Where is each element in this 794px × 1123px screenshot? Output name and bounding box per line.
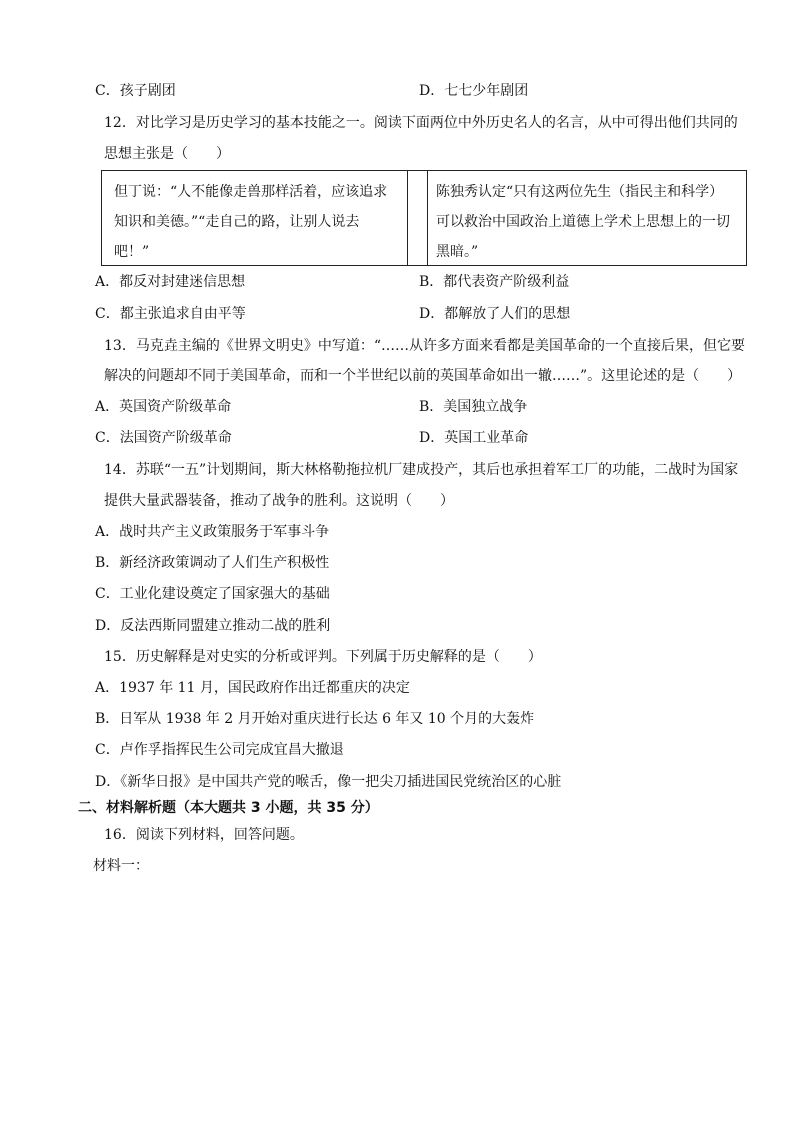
q15-stem: 15．历史解释是对史实的分析或评判。下列属于历史解释的是（ ） [104, 649, 542, 665]
dante-quote-line: 但丁说：“人不能像走兽那样活着，应该追求 [114, 184, 388, 200]
dante-quote-line: 吧！” [114, 244, 150, 260]
q13-option-a: A．英国资产阶级革命 [95, 399, 232, 415]
q14-option-b: B．新经济政策调动了人们生产积极性 [95, 555, 330, 571]
dante-quote [114, 177, 402, 267]
q14-option-c: C．工业化建设奠定了国家强大的基础 [95, 586, 330, 602]
section-heading: 二、材料解析题（本大题共 3 小题，共 35 分） [78, 800, 379, 816]
q13-option-d: D．英国工业革命 [419, 430, 529, 446]
chen-quote-line: 可以救治中国政治上道德上学术上思想上的一切 [436, 214, 730, 230]
q12-option-c: C．都主张追求自由平等 [95, 306, 246, 322]
q13-stem-line1: 13．马克垚主编的《世界文明史》中写道：“……从许多方面来看都是美国革命的一个直接后果，但它要 [104, 338, 745, 354]
chen-quote-line: 黑暗。” [436, 244, 479, 260]
q15-option-d: D．《新华日报》是中国共产党的喉舌，像一把尖刀插进国民党统治区的心脏 [95, 774, 562, 790]
q12-stem-line1: 12．对比学习是历史学习的基本技能之一。阅读下面两位中外历史名人的名言，从中可得出他们共同的 [104, 115, 738, 131]
table-divider [407, 171, 408, 265]
q12-stem-line2: 思想主张是（ ） [104, 146, 230, 162]
q16-stem: 16．阅读下列材料，回答问题。 [104, 827, 304, 843]
q11-option-d: D．七七少年剧团 [419, 83, 529, 99]
q12-option-d: D．都解放了人们的思想 [419, 306, 571, 322]
q11-option-c: C．孩子剧团 [95, 83, 176, 99]
table-divider [427, 171, 428, 265]
q12-option-a: A．都反对封建迷信思想 [95, 274, 246, 290]
q12-option-b: B．都代表资产阶级利益 [419, 274, 570, 290]
chen-quote-line: 陈独秀认定“只有这两位先生（指民主和科学） [436, 184, 724, 200]
q14-option-d: D．反法西斯同盟建立推动二战的胜利 [95, 618, 331, 634]
q14-stem-line2: 提供大量武器装备，推动了战争的胜利。这说明（ ） [104, 493, 454, 509]
chen-duxiu-quote [436, 177, 742, 267]
q13-option-b: B．美国独立战争 [419, 399, 528, 415]
q14-option-a: A．战时共产主义政策服务于军事斗争 [95, 524, 330, 540]
q15-option-c: C．卢作孚指挥民生公司完成宜昌大撤退 [95, 742, 344, 758]
q16-material-label: 材料一： [93, 858, 149, 874]
dante-quote-line: 知识和美德。”“走自己的路，让别人说去 [114, 214, 360, 230]
q13-option-c: C．法国资产阶级革命 [95, 430, 232, 446]
q15-option-b: B．日军从 1938 年 2 月开始对重庆进行长达 6 年又 10 个月的大轰炸 [95, 711, 535, 727]
q15-option-a: A．1937 年 11 月，国民政府作出迁都重庆的决定 [95, 680, 410, 696]
q14-stem-line1: 14．苏联“一五”计划期间，斯大林格勒拖拉机厂建成投产，其后也承担着军工厂的功能，二战时为国家 [104, 462, 739, 478]
q12-quote-table [101, 170, 747, 266]
q13-stem-line2: 解决的问题却不同于美国革命，而和一个半世纪以前的英国革命如出一辙……”。这里论述的是（ ） [104, 368, 742, 384]
